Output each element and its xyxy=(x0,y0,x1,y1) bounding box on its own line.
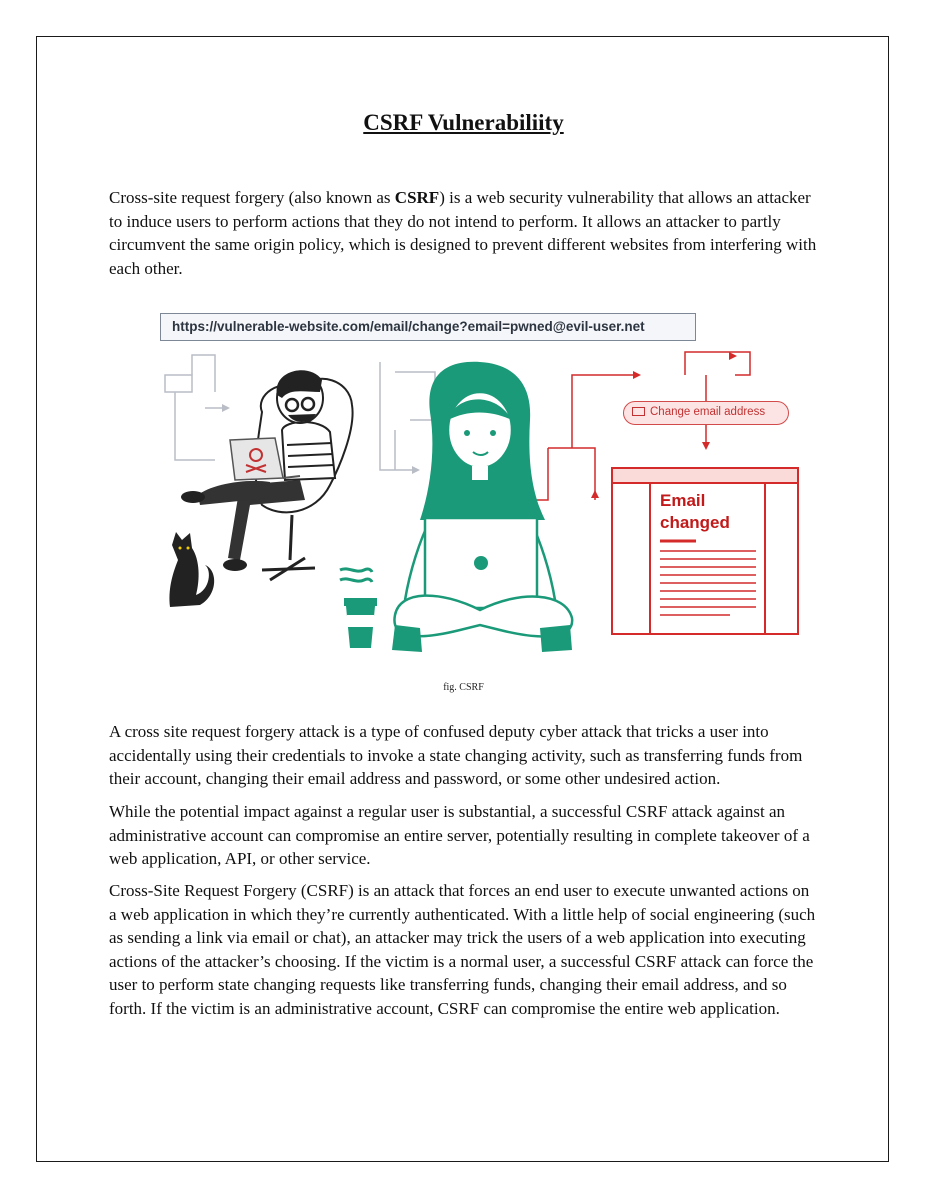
flow-arrow-1 xyxy=(222,404,230,412)
cat-figure xyxy=(169,532,214,607)
change-email-label: Change email address xyxy=(650,406,766,418)
red-arrow-3 xyxy=(702,442,710,450)
change-email-pill xyxy=(623,401,789,425)
intro-paragraph xyxy=(109,186,821,280)
page-title: CSRF Vulnerabiliity xyxy=(363,110,564,135)
email-changed-line1: Email xyxy=(660,491,706,510)
envelope-icon xyxy=(632,407,645,416)
intro-bold-term: CSRF xyxy=(394,188,440,207)
csrf-illustration xyxy=(155,305,805,665)
red-arrow-2 xyxy=(729,352,737,360)
body-paragraph-2: While the potential impact against a regular user is substantial, a successful CSRF attack against an administrative account can compromise an entire server, potentially resulting in complete takeover of a web application, API, or other service. xyxy=(109,802,810,868)
victim-figure xyxy=(392,362,572,652)
coffee-cup xyxy=(340,569,377,648)
body-paragraph-3: Cross-Site Request Forgery (CSRF) is an attack that forces an end user to execute unwanted actions on a web application in which they’re currently authenticated. With a little help of social engineering (such as sending a link via email or chat), an attacker may trick the users of a web application into executing actions of the attacker’s choosing. If the victim is a normal user, a successful CSRF attack can force the user to perform state changing requests like transferring funds, changing their email address, and so forth. If the victim is an administrative account, CSRF can compromise the entire web application. xyxy=(109,881,816,1018)
email-changed-line2: changed xyxy=(660,513,730,532)
attacker-figure xyxy=(181,370,353,580)
intro-text-end: ) is a web security vulnerability that allows an attacker to induce users to perform actions that they do not intend to perform. It allows an attacker to partly circumvent the same origin policy, which is designed to prevent different websites from interfering with each other. xyxy=(109,188,817,278)
email-changed-text xyxy=(660,490,770,534)
red-arrow-1 xyxy=(633,371,641,379)
body-paragraph-1: A cross site request forgery attack is a type of confused deputy cyber attack that tricks a user into accidentally using their credentials to invoke a state changing activity, such as transferring funds from their account, changing their email address and password, or some other undesired action. xyxy=(109,722,803,788)
figure-caption: fig. CSRF xyxy=(443,682,484,693)
red-arrow-4 xyxy=(591,490,599,498)
flow-arrow-2 xyxy=(412,466,420,474)
url-bar: https://vulnerable-website.com/email/change?email=pwned@evil-user.net xyxy=(160,313,696,341)
intro-text-start: Cross-site request forgery (also known as xyxy=(109,188,395,207)
